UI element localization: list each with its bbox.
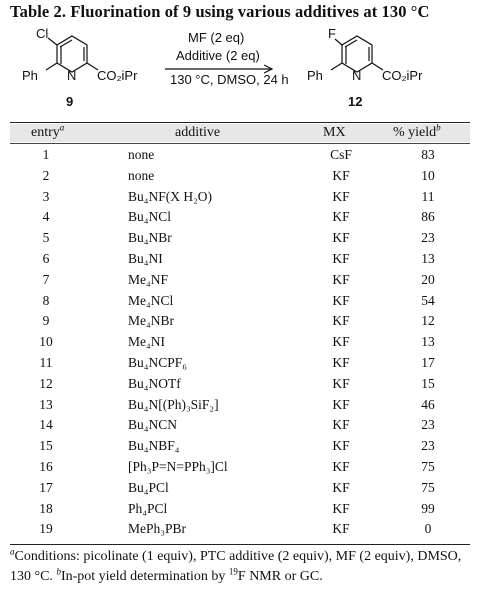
entry-cell: 16 xyxy=(39,459,53,474)
additive-cell: none xyxy=(128,147,155,162)
table-header-rule xyxy=(10,143,470,144)
additive-cell: Bu₄NOTf xyxy=(128,375,181,391)
footnote-mark-a: a xyxy=(59,122,65,133)
table-row xyxy=(10,417,470,438)
additive-cell: Bu₄NCN xyxy=(128,417,177,433)
product-ph-bond xyxy=(331,63,342,70)
yield-cell: 23 xyxy=(421,438,435,454)
table-row xyxy=(10,334,470,355)
entry-cell: 18 xyxy=(39,500,53,516)
yield-cell: 12 xyxy=(421,313,435,329)
table-row xyxy=(10,521,470,542)
additive-cell: Me₄NBr xyxy=(128,313,174,329)
table-row xyxy=(10,355,470,376)
additive-cell: Ph₄PCl xyxy=(128,500,168,516)
additive-cell: Me₄NCl xyxy=(128,292,174,308)
mx-cell: KF xyxy=(332,396,350,412)
mx-cell: KF xyxy=(332,251,350,266)
table-row xyxy=(10,438,470,459)
yield-cell: 75 xyxy=(421,459,435,474)
additive-cell: Me₄NI xyxy=(128,334,165,350)
mx-cell: KF xyxy=(332,355,350,370)
additive-cell: [Ph₃P=N=PPh₃]Cl xyxy=(128,459,228,474)
entry-cell: 1 xyxy=(42,147,50,162)
reactant-aryl: Ph xyxy=(22,68,38,83)
mx-cell: KF xyxy=(332,479,350,495)
reactant-cl-bond xyxy=(48,38,57,45)
table-row xyxy=(10,147,470,168)
product-ring-n: N xyxy=(352,68,362,83)
reactant-number: 9 xyxy=(66,94,74,109)
footnote-a-mark: a xyxy=(10,546,15,557)
additive-cell: Bu₄NBr xyxy=(128,230,172,246)
reactant-double-bond xyxy=(60,40,72,47)
product-number: 12 xyxy=(348,94,363,109)
reactant-ph-bond xyxy=(46,63,57,70)
mx-cell: KF xyxy=(332,292,350,308)
footnote-a-text: Conditions: picolinate (1 equiv), PTC additive (2 equiv), MF (2 equiv), DMSO, 130 °C. xyxy=(10,549,462,584)
product-aryl: Ph xyxy=(307,68,323,83)
header-yield: % yield$^b$ xyxy=(393,122,441,140)
table-bottom-rule xyxy=(10,544,470,545)
yield-cell: 99 xyxy=(421,500,435,516)
yield-cell: 20 xyxy=(421,271,435,287)
entry-cell: 3 xyxy=(42,188,50,204)
yield-cell: 23 xyxy=(421,417,435,433)
table-row xyxy=(10,501,470,522)
table-header xyxy=(10,124,470,142)
mx-cell: KF xyxy=(332,167,350,183)
additive-cell: Bu₄NI xyxy=(128,251,163,266)
additive-cell: MePh₃PBr xyxy=(128,521,186,537)
table-footnote xyxy=(10,547,472,587)
additive-cell: Bu₄NF(X H₂O) xyxy=(128,188,213,204)
table-row xyxy=(10,189,470,210)
table-row xyxy=(10,209,470,230)
mx-cell: KF xyxy=(332,313,350,329)
footnote-b-text-post: F NMR or GC. xyxy=(237,569,323,584)
additive-cell: Me₄NF xyxy=(128,271,168,287)
mx-cell: KF xyxy=(332,271,350,287)
yield-cell: 10 xyxy=(421,167,435,183)
entry-cell: 9 xyxy=(42,313,50,329)
mx-cell: KF xyxy=(332,438,350,454)
table-row xyxy=(10,480,470,501)
entry-cell: 17 xyxy=(39,479,53,495)
table-row xyxy=(10,272,470,293)
entry-cell: 14 xyxy=(39,417,53,433)
table-row xyxy=(10,251,470,272)
yield-cell: 75 xyxy=(421,479,435,495)
table-row xyxy=(10,168,470,189)
yield-cell: 46 xyxy=(421,396,435,412)
product-substituent: F xyxy=(328,26,336,41)
mx-cell: KF xyxy=(332,500,350,516)
yield-cell: 86 xyxy=(421,209,435,225)
yield-cell: 11 xyxy=(421,188,435,204)
entry-cell: 15 xyxy=(39,438,53,454)
mx-cell: KF xyxy=(332,188,350,204)
yield-cell: 17 xyxy=(421,355,435,370)
mx-cell: KF xyxy=(332,230,350,246)
footnote-b-mark: b xyxy=(56,566,61,577)
footnote-mark-b: b xyxy=(436,122,441,133)
additive-cell: Bu₄N[(Ph)₃SiF₂] xyxy=(128,396,219,412)
entry-cell: 2 xyxy=(42,167,50,183)
mx-cell: KF xyxy=(332,417,350,433)
mx-cell: KF xyxy=(332,459,350,474)
additive-cell: Bu₄NCl xyxy=(128,209,171,225)
entry-cell: 5 xyxy=(42,230,50,246)
header-additive: additive xyxy=(175,125,221,140)
entry-cell: 10 xyxy=(39,334,53,350)
entry-cell: 8 xyxy=(42,292,50,308)
reactant-ring-n: N xyxy=(67,68,77,83)
entry-cell: 12 xyxy=(39,375,53,391)
table-title: Table 2. Fluorination of 9 using various additives at 130 °C xyxy=(10,2,430,21)
additive-cell: Bu₄NCPF₆ xyxy=(128,355,187,370)
additive-cell: none xyxy=(128,167,155,183)
yield-cell: 13 xyxy=(421,334,435,350)
additive-cell: Bu₄NBF₄ xyxy=(128,438,180,454)
reagent-line-1: MF (2 eq) xyxy=(188,30,245,45)
yield-cell: 0 xyxy=(424,521,432,537)
additive-cell: Bu₄PCl xyxy=(128,479,169,495)
entry-cell: 13 xyxy=(39,396,53,412)
reagent-line-2: Additive (2 eq) xyxy=(176,48,260,63)
mx-cell: KF xyxy=(332,375,350,391)
table-row xyxy=(10,397,470,418)
reactant-ester: CO₂iPr xyxy=(97,68,138,83)
mx-cell: CsF xyxy=(330,147,352,162)
table-row xyxy=(10,376,470,397)
yield-cell: 23 xyxy=(421,230,435,246)
mx-cell: KF xyxy=(332,209,350,225)
reactant-substituent: Cl xyxy=(36,26,49,41)
footnote-isotope: 19 xyxy=(228,566,238,577)
table-row xyxy=(10,459,470,480)
mx-cell: KF xyxy=(332,334,350,350)
mx-cell: KF xyxy=(332,521,350,537)
product-ester: CO₂iPr xyxy=(382,68,423,83)
table-row xyxy=(10,313,470,334)
yield-cell: 15 xyxy=(421,375,435,391)
entry-cell: 6 xyxy=(42,251,50,266)
table-row xyxy=(10,293,470,314)
table-row xyxy=(10,230,470,251)
header-entry: entry$^a$ xyxy=(31,122,65,140)
yield-cell: 54 xyxy=(421,292,435,308)
product-f-bond xyxy=(335,39,342,45)
yield-cell: 13 xyxy=(421,251,435,266)
product-double-bond xyxy=(345,40,357,47)
reaction-scheme xyxy=(0,24,479,116)
entry-cell: 19 xyxy=(39,521,53,537)
entry-cell: 4 xyxy=(42,209,50,225)
yield-cell: 83 xyxy=(421,147,435,162)
table-top-rule xyxy=(10,122,470,123)
footnote-b-text-pre: In-pot yield determination by xyxy=(60,569,229,584)
entry-cell: 7 xyxy=(42,271,50,287)
entry-cell: 11 xyxy=(39,355,53,370)
header-mx: MX xyxy=(323,125,346,140)
reagent-line-3: 130 °C, DMSO, 24 h xyxy=(170,72,289,87)
